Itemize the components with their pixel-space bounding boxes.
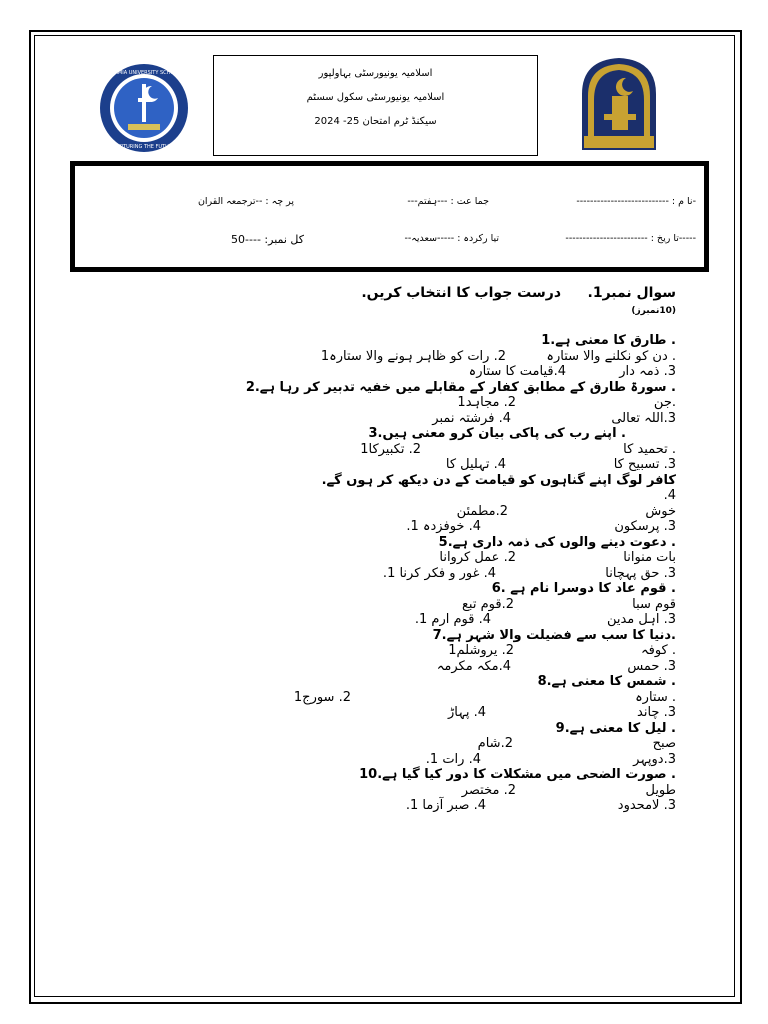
- answer-option[interactable]: 2. تکبیرکا1: [360, 441, 421, 457]
- question-line: [95, 721, 676, 737]
- question-line: [95, 612, 676, 628]
- answer-option[interactable]: 3. چاند: [637, 705, 676, 720]
- answer-option[interactable]: 3.دوپہر: [633, 751, 676, 767]
- question-line: [95, 643, 676, 659]
- question-line: [95, 333, 676, 349]
- answer-option[interactable]: 2. مختصر: [461, 782, 516, 798]
- answer-option[interactable]: بات منوانا: [623, 550, 676, 565]
- question-line: [95, 767, 676, 783]
- title-box: [213, 55, 538, 156]
- answer-option[interactable]: 4.: [663, 488, 676, 503]
- answer-option[interactable]: صبح: [652, 736, 676, 751]
- answer-option[interactable]: 4. تہلیل کا: [445, 457, 506, 472]
- exam-title: سیکنڈ ٹرم امتحان 25- 2024: [314, 116, 437, 127]
- answer-option[interactable]: 4. قوم ارم 1.: [414, 612, 491, 627]
- question-line: [95, 597, 676, 613]
- answer-option[interactable]: . کوفہ: [640, 643, 676, 658]
- school-system-logo: [98, 62, 190, 154]
- section-heading: [95, 286, 676, 318]
- answer-option[interactable]: 3. پرسکون: [614, 519, 676, 534]
- answer-option[interactable]: 3. ذمہ دار: [619, 364, 676, 379]
- answer-option[interactable]: 3. حمس: [627, 658, 676, 674]
- question-line: [95, 426, 676, 442]
- date-field[interactable]: -----تا ریخ : ------------------------: [565, 233, 696, 244]
- question-line: [95, 457, 676, 473]
- answer-option[interactable]: . ستارہ: [635, 689, 676, 705]
- question-stem: . شمس کا معنی ہے.8: [537, 674, 676, 689]
- question-line: [95, 736, 676, 752]
- answer-option[interactable]: 2. مجاہد1: [457, 395, 516, 410]
- question-line: [95, 473, 676, 489]
- question-line: [95, 349, 676, 365]
- answer-option[interactable]: طویل: [645, 782, 676, 798]
- question-line: [95, 705, 676, 721]
- marks-label: (10نمبرز): [631, 306, 676, 316]
- question-line: [95, 798, 676, 814]
- question-line: [95, 488, 676, 504]
- question-stem: . طارق کا معنی ہے.1: [541, 333, 676, 348]
- question-line: [95, 395, 676, 411]
- question-stem: .دنیا کا سب سے فضیلت والا شہر ہے.7: [432, 627, 676, 643]
- answer-option[interactable]: 4. غور و فکر کرنا 1.: [382, 565, 496, 581]
- school-system-name: اسلامیہ یونیورسٹی سکول سسٹم: [306, 92, 445, 103]
- question-line: [95, 674, 676, 690]
- student-info-box: [70, 161, 709, 272]
- question-line: [95, 581, 676, 597]
- university-name: اسلامیہ یونیورسٹی بہاولپور: [318, 68, 433, 79]
- answer-option[interactable]: 4.مکہ مکرمہ: [436, 658, 511, 674]
- answer-option[interactable]: 3. تسبیح کا: [613, 457, 676, 472]
- question-line: [95, 566, 676, 582]
- class-field: جما عت : ---ہفتم---: [407, 196, 489, 207]
- name-field[interactable]: -نا م : ---------------------------: [576, 196, 696, 207]
- question-stem: کافر لوگ اپنے گناہوں کو قیامت کے دن دیکھ کر ہوں گے.: [321, 472, 676, 488]
- answer-option[interactable]: 3.اللہ تعالی: [611, 410, 676, 426]
- question-line: [95, 519, 676, 535]
- answer-option[interactable]: .جن: [653, 395, 676, 410]
- answer-option[interactable]: 2.مطمئن: [456, 503, 508, 519]
- answer-option[interactable]: 4. فرشتہ نمبر: [432, 410, 511, 426]
- question-line: [95, 783, 676, 799]
- total-marks-field: کل نمبر: ----50: [231, 233, 304, 246]
- question-line: [95, 364, 676, 380]
- answer-option[interactable]: 4. پہاڑ: [447, 705, 486, 720]
- answer-option[interactable]: 2.قوم تبع: [462, 596, 514, 612]
- university-crest-logo: [574, 56, 664, 152]
- question-line: [95, 380, 676, 396]
- answer-option[interactable]: خوش: [645, 503, 676, 519]
- question-line: [95, 550, 676, 566]
- question-stem: . لیل کا معنی ہے.9: [555, 720, 676, 736]
- questions-list: [95, 333, 676, 814]
- question-stem: . سورۃ طارق کے مطابق کفار کے مقابلے میں خفیہ تدبیر کر رہا ہے.2: [245, 379, 676, 395]
- question-stem: . صورت الضحی میں مشکلات کا دور کیا گیا ہے.10: [359, 767, 676, 782]
- answer-option[interactable]: 2. عمل کروانا: [439, 550, 516, 565]
- answer-option[interactable]: 4.قیامت کا ستارہ: [468, 364, 566, 379]
- answer-option[interactable]: قوم سبا: [632, 596, 676, 612]
- prepared-by-field: تیا رکردہ : -----سعدیہ--: [404, 233, 499, 244]
- answer-option[interactable]: 2.شام: [477, 736, 513, 751]
- question-line: [95, 690, 676, 706]
- question-line: [95, 659, 676, 675]
- svg-text:ISLAMIA UNIVERSITY SCHOOL: ISLAMIA UNIVERSITY SCHOOL: [106, 70, 182, 76]
- question-line: [95, 535, 676, 551]
- question-stem: . قوم عاد کا دوسرا نام ہے .6: [491, 581, 676, 596]
- question-line: [95, 411, 676, 427]
- answer-option[interactable]: 3. حق پہچانا: [605, 565, 676, 581]
- question-stem: . اپنے رب کی پاکی بیان کرو معنی ہیں.3: [368, 426, 626, 441]
- question-instruction: درست جواب کا انتخاب کریں.: [361, 285, 561, 301]
- question-number: سوال نمبر1.: [587, 285, 676, 301]
- answer-option[interactable]: 2. یروشلم1: [448, 643, 514, 658]
- answer-option[interactable]: 3. اہل مدین: [606, 612, 676, 627]
- answer-option[interactable]: 4. صبر آزما 1.: [405, 798, 486, 813]
- question-stem: . دعوت دینے والوں کی ذمہ داری ہے.5: [438, 534, 676, 550]
- answer-option[interactable]: 2. سورج1: [293, 689, 351, 705]
- question-line: [95, 628, 676, 644]
- question-line: [95, 504, 676, 520]
- paper-field: پر چہ : --ترجمعہ القران: [197, 196, 294, 207]
- answer-option[interactable]: . تحمید کا: [623, 441, 676, 457]
- question-line: [95, 442, 676, 458]
- answer-option[interactable]: 3. لامحدود: [617, 798, 676, 813]
- answer-option[interactable]: 4. رات 1.: [425, 751, 481, 767]
- svg-text:NURTURING THE FUTURE: NURTURING THE FUTURE: [112, 144, 176, 150]
- answer-option[interactable]: 4. خوفزدہ 1.: [406, 519, 481, 534]
- question-line: [95, 752, 676, 768]
- answer-option[interactable]: 2. رات کو ظاہر ہونے والا ستارہ1: [320, 348, 506, 364]
- answer-option[interactable]: . دن کو نکلنے والا ستارہ: [546, 348, 676, 364]
